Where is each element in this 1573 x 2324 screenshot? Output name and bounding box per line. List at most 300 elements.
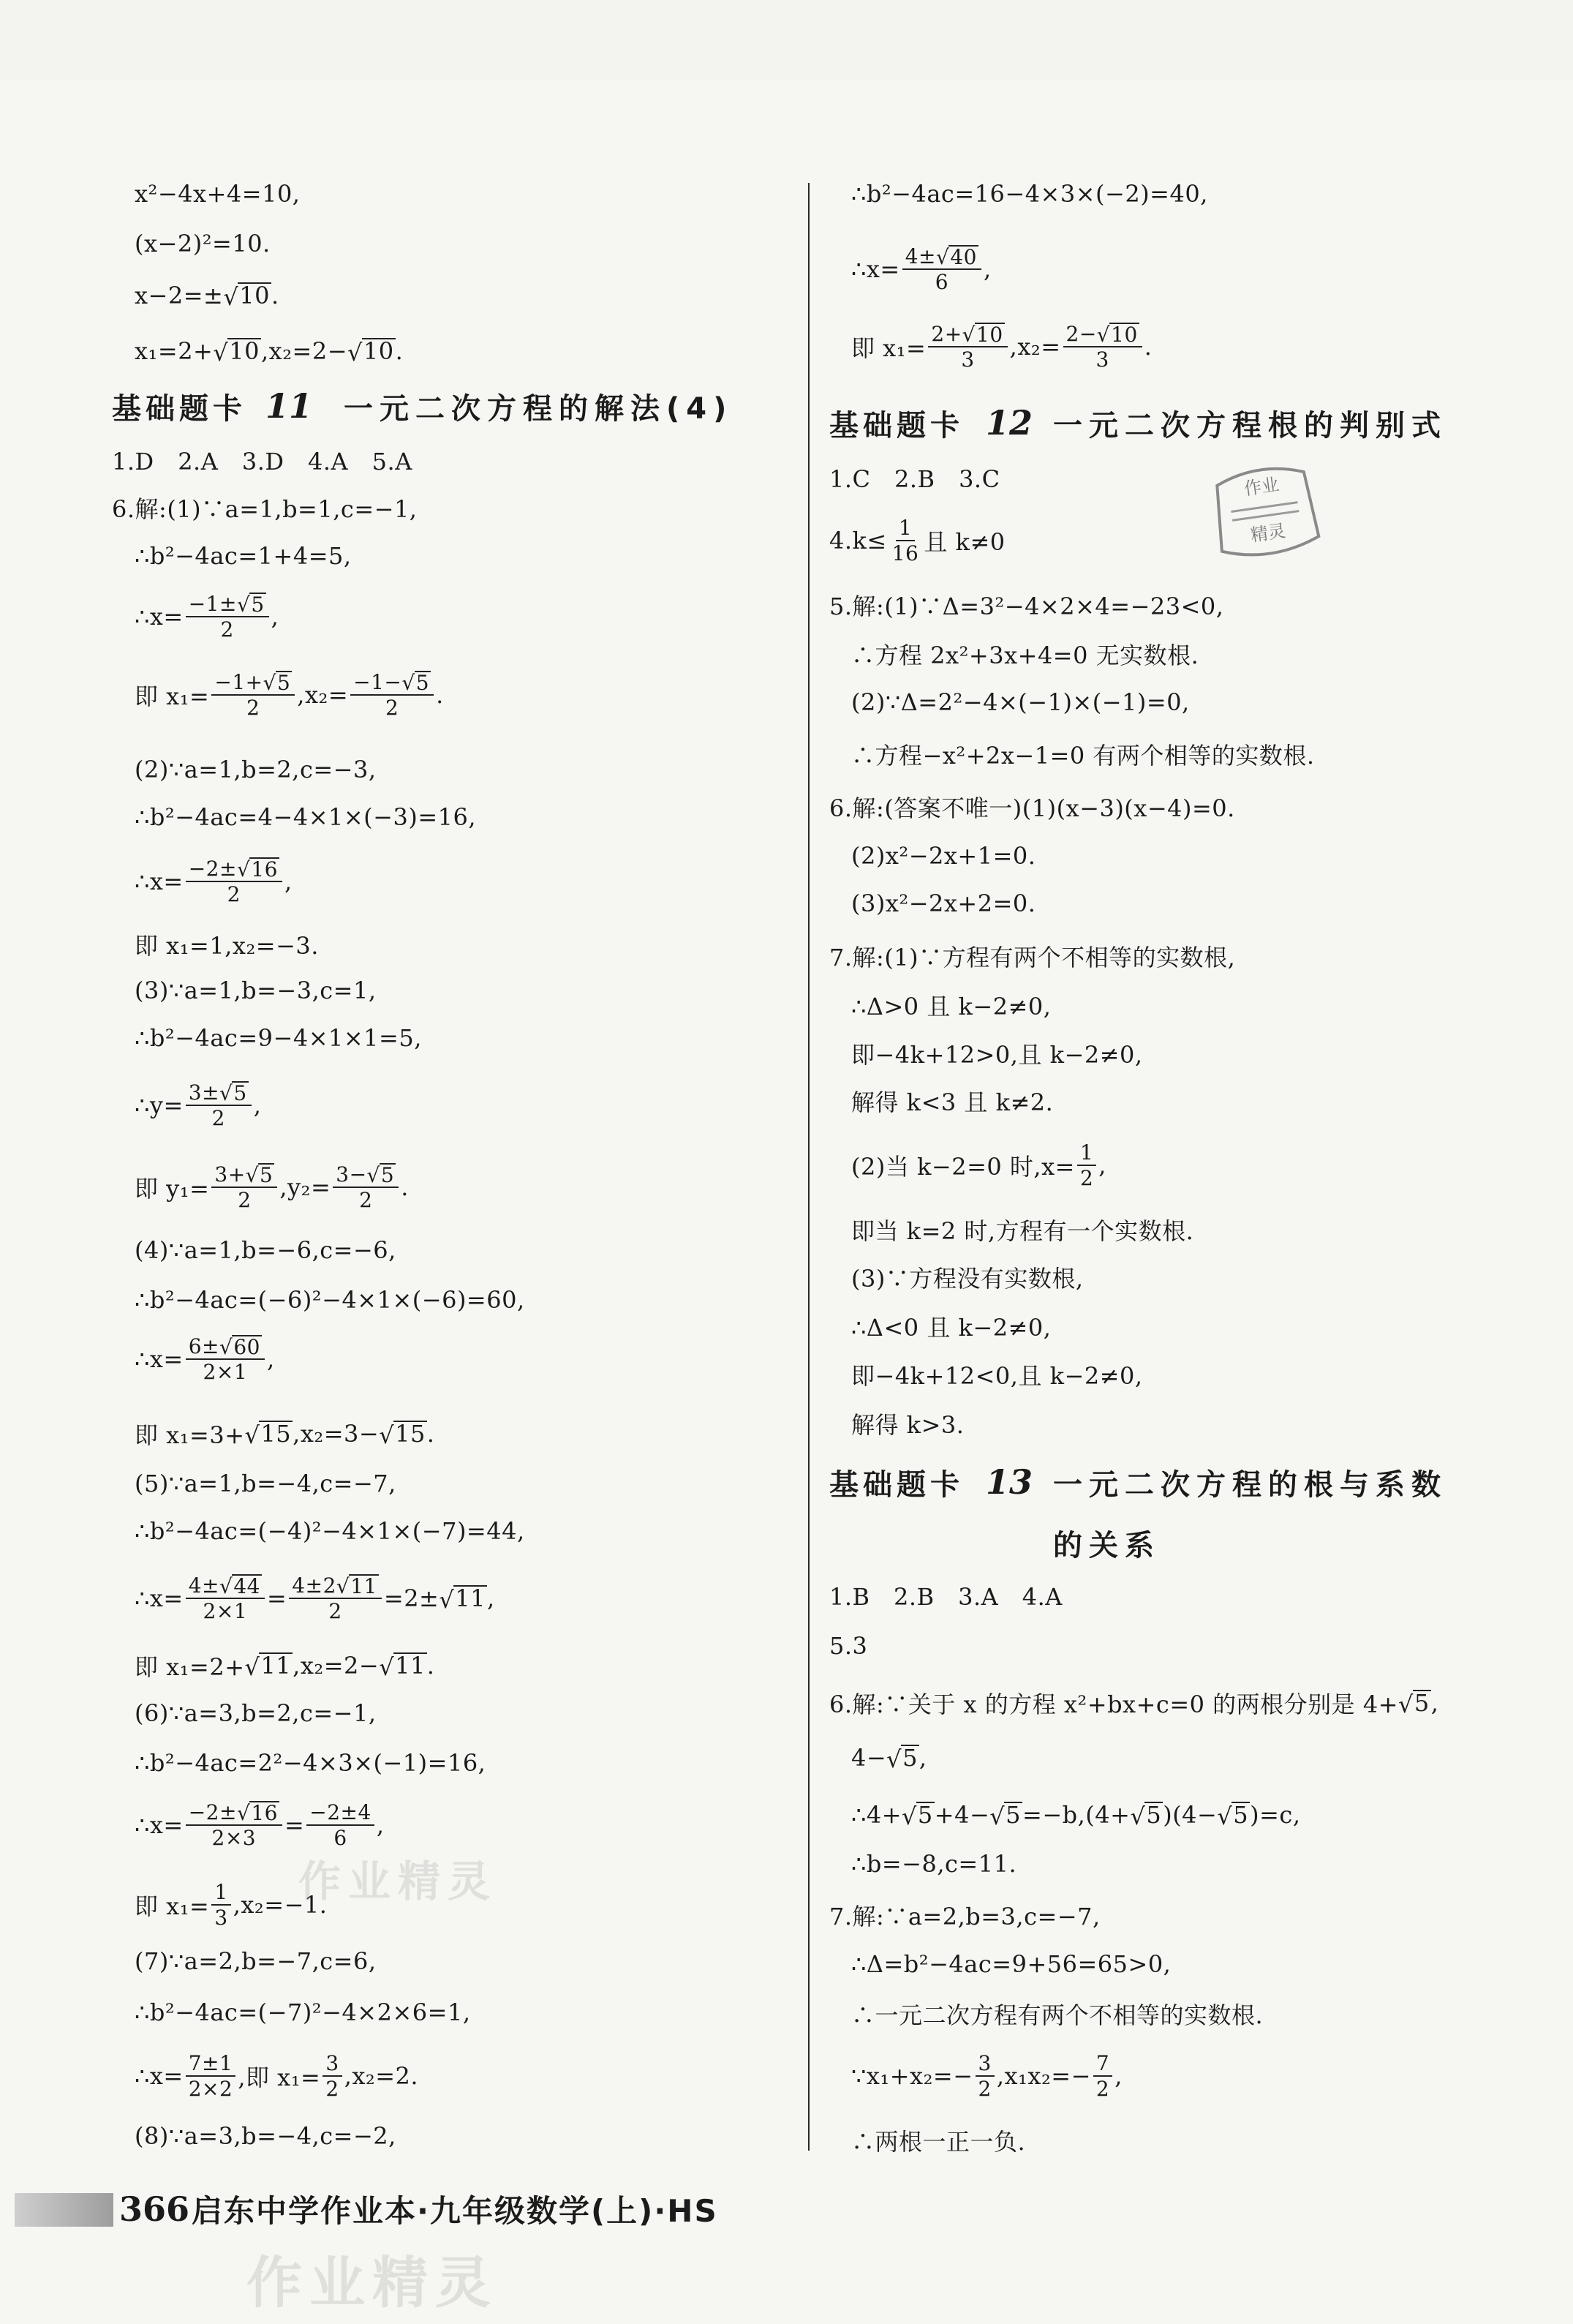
math-text: 6± xyxy=(188,1334,219,1358)
math-text: 2 xyxy=(385,696,399,721)
watermark: 作业精灵 xyxy=(246,2250,498,2315)
stamp-bottom-text: 精灵 xyxy=(1249,520,1287,546)
radical-sign: √ xyxy=(219,1081,233,1106)
square-root xyxy=(1398,1690,1431,1716)
answer-line xyxy=(135,1080,261,1131)
square-root xyxy=(246,1163,275,1186)
fraction xyxy=(289,1574,382,1623)
card-13-label: 基础题卡 xyxy=(829,1467,964,1502)
math-text: 且 k≠0 xyxy=(924,528,1006,556)
fraction xyxy=(976,2052,995,2101)
math-text: 2 xyxy=(227,882,241,907)
math-text: ,x₂= xyxy=(297,681,349,709)
watermark: 作业精灵 xyxy=(298,1857,498,1906)
answer-line xyxy=(135,1737,486,1789)
square-root xyxy=(367,1163,396,1186)
radicand: 5 xyxy=(260,1162,274,1187)
radical-sign: √ xyxy=(219,1574,233,1599)
fraction xyxy=(333,1163,399,1212)
math-text: 2 xyxy=(1095,2077,1110,2101)
math-text: (3)∵方程没有实数根, xyxy=(851,1265,1084,1293)
answer-line xyxy=(135,1936,377,1987)
radical-sign: √ xyxy=(213,338,229,366)
fraction-denominator xyxy=(889,541,922,565)
fraction-numerator xyxy=(1077,1141,1096,1166)
math-text: = xyxy=(266,1584,287,1612)
math-text: 4± xyxy=(188,1573,219,1598)
answer-line xyxy=(829,781,1235,832)
page-number: 366 xyxy=(119,2189,190,2229)
radicand: 11 xyxy=(455,1584,486,1613)
fraction-denominator xyxy=(331,1826,350,1849)
math-text: , xyxy=(1430,1689,1439,1717)
answer-line xyxy=(851,321,1152,372)
math-text: . xyxy=(426,1420,435,1448)
fraction-numerator xyxy=(186,593,269,617)
radicand: 10 xyxy=(976,322,1003,347)
math-text: 4±2 xyxy=(292,1573,336,1598)
fraction-denominator xyxy=(244,696,263,719)
math-text: −1+ xyxy=(214,669,263,694)
radicand: 11 xyxy=(350,1573,377,1598)
fraction-denominator xyxy=(976,2077,995,2100)
fraction-numerator xyxy=(1093,2052,1112,2077)
answer-line xyxy=(851,729,1315,780)
math-text: , xyxy=(253,1091,262,1119)
radicand: 11 xyxy=(395,1652,426,1680)
square-root xyxy=(962,323,1005,345)
math-text: ∴x= xyxy=(135,868,184,895)
square-root xyxy=(219,1574,262,1597)
fraction xyxy=(322,2052,342,2101)
radical-sign: √ xyxy=(1096,323,1111,347)
math-text: (3)∵a=1,b=−3,c=1, xyxy=(135,977,377,1004)
answer-line xyxy=(135,791,476,843)
card-13-number: 13 xyxy=(986,1462,1033,1502)
fraction xyxy=(1077,1141,1096,1190)
math-text: 2 xyxy=(220,617,234,642)
answer-line xyxy=(851,1838,1016,1889)
math-text: 2 xyxy=(359,1188,373,1213)
radical-sign: √ xyxy=(336,1574,350,1599)
answer-line xyxy=(829,1889,1101,1941)
radical-sign: √ xyxy=(886,1745,902,1773)
radical-sign: √ xyxy=(347,338,363,366)
math-text: 1.D 2.A 3.D 4.A 5.A xyxy=(112,448,412,475)
square-root xyxy=(379,1652,427,1679)
math-text: 4± xyxy=(905,244,936,268)
fraction-denominator xyxy=(235,1188,254,1211)
math-text: (3)x²−2x+2=0. xyxy=(851,890,1036,917)
radicand: 15 xyxy=(395,1420,426,1448)
answer-line xyxy=(851,1252,1084,1303)
card-12-label: 基础题卡 xyxy=(829,408,964,443)
math-text: 3− xyxy=(336,1162,367,1187)
math-text: 3± xyxy=(188,1080,220,1105)
answer-line xyxy=(851,979,1051,1031)
math-text: ,x₂=−1. xyxy=(233,1891,328,1919)
square-root xyxy=(263,670,293,696)
answer-line xyxy=(829,579,1223,631)
math-text: ,y₂= xyxy=(279,1173,331,1201)
answer-line xyxy=(135,1012,422,1064)
answer-line xyxy=(135,744,377,795)
math-text: 即 x₁= xyxy=(851,334,927,362)
fraction-denominator xyxy=(186,2077,236,2100)
square-root xyxy=(936,245,978,268)
math-text: 3 xyxy=(1095,347,1109,372)
radical-sign: √ xyxy=(1130,1802,1146,1830)
fraction xyxy=(186,593,269,642)
math-text: ,x₂= xyxy=(1009,333,1061,361)
square-root xyxy=(237,593,266,615)
math-text: 3 xyxy=(961,347,975,372)
math-text: 6 xyxy=(935,270,949,295)
fraction-numerator xyxy=(186,2052,236,2077)
fraction-denominator xyxy=(209,1826,260,1849)
fraction-denominator xyxy=(958,347,977,371)
fraction xyxy=(186,1081,252,1130)
radical-sign: √ xyxy=(401,671,415,696)
math-text: 2 xyxy=(328,1599,342,1624)
fraction xyxy=(928,323,1007,372)
radicand: 5 xyxy=(1006,1801,1022,1830)
math-text: 1.B 2.B 3.A 4.A xyxy=(829,1583,1063,1611)
fraction-numerator xyxy=(186,1335,265,1360)
radical-sign: √ xyxy=(223,282,239,311)
math-text: , xyxy=(1114,2062,1123,2090)
square-root xyxy=(902,1802,935,1828)
square-root xyxy=(237,1801,279,1824)
math-text: 即 x₁=3+ xyxy=(135,1421,245,1449)
answer-line xyxy=(829,1620,867,1671)
fraction-numerator xyxy=(289,1574,382,1599)
math-text: ,x₁x₂=− xyxy=(996,2062,1091,2090)
math-text: )=c, xyxy=(1250,1801,1301,1829)
card-12-title: 一元二次方程根的判别式 xyxy=(1053,408,1447,443)
math-text: , xyxy=(284,868,293,895)
fraction xyxy=(211,1881,230,1930)
radical-sign: √ xyxy=(236,857,251,882)
fraction-numerator xyxy=(186,1574,265,1599)
choice-answers xyxy=(829,452,1000,503)
footer-bar xyxy=(15,2193,113,2227)
answer-line xyxy=(851,1398,964,1449)
radicand: 60 xyxy=(233,1334,260,1359)
math-text: )(4− xyxy=(1163,1801,1218,1829)
fraction-numerator xyxy=(186,857,282,882)
radical-sign: √ xyxy=(962,323,976,347)
math-text: 2 xyxy=(246,696,260,721)
math-text: 6.解:∵关于 x 的方程 x²+bx+c=0 的两根分别是 4+ xyxy=(829,1691,1399,1718)
math-text: ∴Δ=b²−4ac=9+56=65>0, xyxy=(851,1950,1172,1978)
math-text: (5)∵a=1,b=−4,c=−7, xyxy=(135,1470,396,1497)
answer-line xyxy=(135,1274,525,1325)
answer-line xyxy=(851,2115,1025,2166)
fraction-denominator xyxy=(1093,2077,1112,2100)
math-text: 7.解:(1)∵方程有两个不相等的实数根, xyxy=(829,944,1236,971)
radicand: 10 xyxy=(363,337,394,366)
fraction-denominator xyxy=(209,1106,228,1129)
answer-line xyxy=(135,326,403,377)
math-text: . xyxy=(1144,333,1153,361)
fraction-numerator xyxy=(976,2052,995,2077)
math-text: x₁=2+ xyxy=(135,337,214,365)
fraction-denominator xyxy=(200,1599,251,1622)
square-root xyxy=(245,1652,293,1679)
answer-line xyxy=(135,919,319,970)
math-text: ∴x= xyxy=(135,1811,184,1839)
fraction xyxy=(1063,323,1142,372)
math-text: 2 xyxy=(325,2077,339,2101)
math-text: ∵x₁+x₂=− xyxy=(851,2062,973,2090)
math-text: 6 xyxy=(333,1826,347,1850)
math-text: −2±4 xyxy=(309,1800,371,1824)
math-text: , xyxy=(376,1811,385,1839)
math-text: 解得 k>3. xyxy=(851,1411,965,1439)
math-text: . xyxy=(401,1173,409,1201)
math-text: 2− xyxy=(1065,321,1097,346)
radicand: 5 xyxy=(380,1162,395,1187)
radicand: 5 xyxy=(233,1080,247,1105)
square-root xyxy=(1130,1802,1163,1828)
fraction-denominator xyxy=(356,1188,375,1211)
radical-sign: √ xyxy=(236,1801,251,1826)
math-text: . xyxy=(426,1652,435,1680)
math-text: −1± xyxy=(188,591,237,616)
square-root xyxy=(219,1081,249,1104)
fraction-numerator xyxy=(902,245,981,270)
card-11-number: 11 xyxy=(265,386,313,426)
math-text: (2)x²−2x+1=0. xyxy=(851,842,1036,870)
answer-line xyxy=(851,1204,1193,1255)
fraction xyxy=(306,1801,374,1850)
math-text: 2 xyxy=(211,1106,225,1131)
math-text: 4.k≤ xyxy=(829,527,887,554)
column-divider xyxy=(808,183,810,2151)
math-text: 1 xyxy=(214,1879,228,1904)
math-text: (4)∵a=1,b=−6,c=−6, xyxy=(135,1236,396,1264)
radicand: 5 xyxy=(276,670,291,695)
fraction-numerator xyxy=(211,671,295,696)
math-text: 2×1 xyxy=(203,1360,248,1385)
answer-line xyxy=(829,515,1006,566)
math-text: ∴b²−4ac=9−4×1×1=5, xyxy=(135,1024,422,1052)
radicand: 5 xyxy=(1233,1801,1249,1830)
math-text: 2 xyxy=(1079,1166,1094,1190)
answer-line xyxy=(135,168,300,219)
fraction xyxy=(350,671,434,720)
radical-sign: √ xyxy=(244,1421,260,1449)
answer-line xyxy=(135,218,271,269)
math-text: 2 xyxy=(978,2077,992,2101)
math-text: 7 xyxy=(1095,2050,1110,2075)
fraction-numerator xyxy=(186,1801,282,1826)
math-text: 6.解:(答案不唯一)(1)(x−3)(x−4)=0. xyxy=(829,794,1235,822)
fraction-denominator xyxy=(932,270,951,293)
answer-line xyxy=(851,1988,1263,2039)
answer-line xyxy=(135,669,444,721)
answer-line xyxy=(829,1677,1438,1729)
math-text: ∴x= xyxy=(135,2062,184,2090)
math-text: 7.解:∵a=2,b=3,c=−7, xyxy=(829,1903,1101,1930)
answer-line xyxy=(135,530,352,582)
answer-line xyxy=(135,1162,409,1213)
math-text: ∴x= xyxy=(135,1345,184,1373)
math-text: −1− xyxy=(353,669,402,694)
math-text: . xyxy=(436,681,444,709)
fraction xyxy=(186,1574,265,1623)
choice-answers xyxy=(112,435,412,486)
math-text: (x−2)²=10. xyxy=(135,230,271,257)
radical-sign: √ xyxy=(989,1802,1006,1830)
answer-line xyxy=(851,1301,1051,1352)
math-text: , xyxy=(1098,1151,1106,1179)
fraction xyxy=(186,857,282,906)
math-text: ,x₂=2− xyxy=(293,1652,380,1680)
math-text: 3 xyxy=(325,2050,339,2075)
radicand: 10 xyxy=(1111,322,1138,347)
square-root xyxy=(219,1335,262,1358)
radicand: 44 xyxy=(233,1573,260,1598)
math-text: (2)当 k−2=0 时,x= xyxy=(851,1153,1075,1181)
math-text: (2)∵a=1,b=2,c=−3, xyxy=(135,756,377,783)
math-text: 2+ xyxy=(931,321,962,346)
math-text: ∴Δ>0 且 k−2≠0, xyxy=(851,993,1052,1020)
radical-sign: √ xyxy=(245,1163,260,1188)
math-text: 2×1 xyxy=(203,1599,248,1624)
radicand: 5 xyxy=(1146,1801,1162,1830)
math-text: (8)∵a=3,b=−4,c=−2, xyxy=(135,2122,396,2150)
radical-sign: √ xyxy=(936,245,950,270)
fraction-numerator xyxy=(928,323,1007,347)
math-text: ∴b=−8,c=11. xyxy=(851,1850,1017,1878)
answer-line xyxy=(135,1800,385,1851)
math-text: 即−4k+12>0,且 k−2≠0, xyxy=(851,1041,1143,1069)
fraction-denominator xyxy=(225,882,244,906)
math-text: x−2=± xyxy=(135,282,224,309)
math-text: 即 x₁=2+ xyxy=(135,1653,245,1681)
math-text: 5.3 xyxy=(829,1632,868,1660)
square-root xyxy=(1217,1802,1250,1828)
math-text: ∴b²−4ac=(−7)²−4×2×6=1, xyxy=(135,1998,471,2026)
answer-line xyxy=(851,830,1036,881)
math-text: ∴方程−x²+2x−1=0 有两个相等的实数根. xyxy=(851,742,1315,770)
square-root xyxy=(223,282,271,309)
radicand: 11 xyxy=(260,1652,292,1680)
math-text: ∴x= xyxy=(851,255,900,283)
answer-line xyxy=(851,1789,1300,1840)
math-text: ∴4+ xyxy=(851,1801,902,1829)
answer-line xyxy=(135,1987,470,2038)
answer-line xyxy=(851,1732,927,1783)
math-text: ∴b²−4ac=2²−4×3×(−1)=16, xyxy=(135,1749,486,1777)
stamp-top-text: 作业 xyxy=(1242,474,1280,500)
square-root xyxy=(336,1574,379,1597)
math-text: ∴x= xyxy=(135,1584,184,1612)
math-text: 6.解:(1)∵a=1,b=1,c=−1, xyxy=(112,495,418,523)
fraction-denominator xyxy=(218,617,237,641)
math-text: , xyxy=(266,1345,275,1373)
math-text: ∴两根一正一负. xyxy=(851,2128,1026,2156)
answer-line xyxy=(851,244,992,295)
math-text: 2 xyxy=(238,1188,252,1213)
answer-line xyxy=(851,1140,1106,1191)
square-root xyxy=(237,857,279,880)
fraction-numerator xyxy=(211,1163,277,1188)
answer-line xyxy=(829,930,1235,982)
answer-line xyxy=(112,482,417,533)
square-root xyxy=(1097,323,1139,345)
answer-line xyxy=(851,2050,1123,2102)
math-text: 即 x₁=1,x₂=−3. xyxy=(135,932,319,960)
math-text: 解得 k<3 且 k≠2. xyxy=(851,1088,1054,1116)
square-root xyxy=(439,1585,487,1612)
math-text: ,即 x₁= xyxy=(238,2064,321,2091)
radical-sign: √ xyxy=(263,671,276,696)
math-text: 即 x₁= xyxy=(135,682,210,710)
radicand: 5 xyxy=(917,1801,933,1830)
math-text: , xyxy=(983,255,992,283)
math-text: ,x₂=2− xyxy=(260,337,347,365)
math-text: ∴一元二次方程有两个不相等的实数根. xyxy=(851,2001,1264,2029)
fraction xyxy=(902,245,981,294)
fraction-denominator xyxy=(1077,1166,1096,1189)
square-root xyxy=(989,1802,1022,1828)
radical-sign: √ xyxy=(366,1163,380,1188)
fraction xyxy=(211,671,295,720)
answer-line xyxy=(851,677,1190,728)
math-text: ∴b²−4ac=(−6)²−4×1×(−6)=60, xyxy=(135,1286,525,1314)
answer-line xyxy=(851,168,1208,219)
answer-line xyxy=(135,1458,396,1509)
answer-line xyxy=(135,1505,525,1557)
answer-line xyxy=(851,1938,1171,1990)
math-text: , xyxy=(271,603,279,631)
math-text: = xyxy=(284,1811,305,1839)
math-text: 5.解:(1)∵Δ=3²−4×2×4=−23<0, xyxy=(829,593,1224,620)
fraction-denominator xyxy=(382,696,401,719)
radicand: 5 xyxy=(902,1744,918,1772)
card-13-title: 一元二次方程的根与系数 xyxy=(1053,1467,1447,1502)
radicand: 16 xyxy=(251,1800,278,1825)
radical-sign: √ xyxy=(1398,1690,1414,1718)
math-text: 即 y₁= xyxy=(135,1175,210,1203)
math-text: ∴方程 2x²+3x+4=0 无实数根. xyxy=(851,642,1199,669)
fraction-numerator xyxy=(306,1801,374,1826)
square-root xyxy=(347,338,396,364)
math-text: 1.C 2.B 3.C xyxy=(829,465,1000,493)
fraction-denominator xyxy=(322,2077,342,2100)
math-text: ∴b²−4ac=1+4=5, xyxy=(135,542,352,570)
math-text: (7)∵a=2,b=−7,c=6, xyxy=(135,1947,377,1975)
math-text: 7±1 xyxy=(188,2050,233,2075)
math-text: , xyxy=(918,1744,927,1772)
card-12-number: 12 xyxy=(986,403,1033,443)
math-text: ∴b²−4ac=(−4)²−4×1×(−7)=44, xyxy=(135,1517,525,1545)
card-13-title-continued: 的关系 xyxy=(1053,1528,1161,1563)
answer-line xyxy=(135,965,377,1016)
math-text: . xyxy=(395,337,404,365)
math-text: ,x₂=3− xyxy=(293,1420,380,1448)
answer-line xyxy=(135,1334,275,1385)
fraction xyxy=(186,2052,236,2101)
fraction-numerator xyxy=(186,1081,252,1106)
square-root xyxy=(245,1421,293,1447)
math-text: 即当 k=2 时,方程有一个实数根. xyxy=(851,1217,1194,1245)
card-11-label: 基础题卡 xyxy=(112,391,246,426)
radical-sign: √ xyxy=(219,1335,233,1360)
